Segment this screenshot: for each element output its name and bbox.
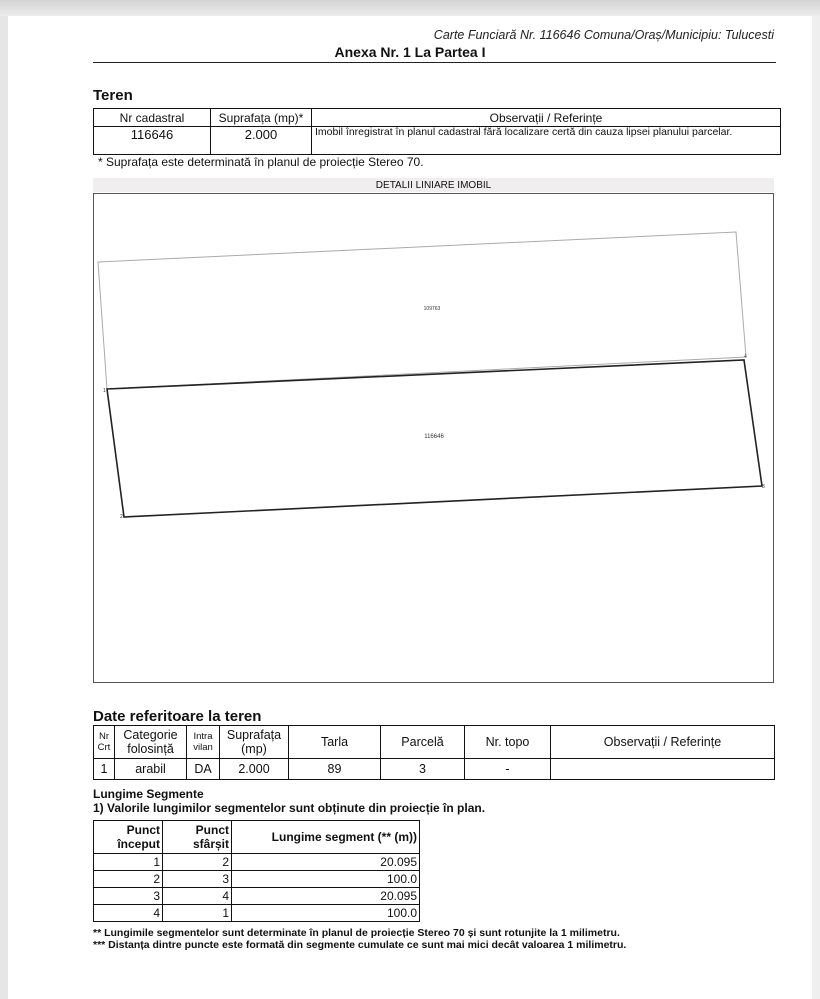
parcel-label: 116646	[424, 434, 444, 440]
segment-length-table	[93, 820, 420, 922]
parcel-plan	[93, 193, 774, 683]
seg-start: 4	[94, 905, 163, 922]
table-row	[94, 854, 420, 871]
col-suprafata-mp: Suprafața (mp)	[220, 726, 289, 759]
seg-end: 1	[163, 905, 232, 922]
col-punct-sfarsit: Punct sfârșit	[163, 821, 232, 854]
cell-intravilan: DA	[187, 759, 220, 780]
viewer-top-strip	[0, 0, 820, 16]
header-divider	[93, 62, 776, 63]
col-punct-inceput: Punct început	[94, 821, 163, 854]
cell-nr-crt: 1	[94, 759, 115, 780]
point-4-label: 4	[744, 354, 747, 360]
table-row	[94, 871, 420, 888]
cell-nr-topo: -	[465, 759, 551, 780]
table-row	[94, 888, 420, 905]
cell-nr-cadastral: 116646	[94, 127, 211, 155]
teren-footnote: * Suprafața este determinată în planul de proiecție Stereo 70.	[98, 155, 424, 169]
lungime-title: Lungime Segmente	[93, 787, 204, 801]
col-tarla: Tarla	[289, 726, 381, 759]
lungime-subtitle: 1) Valorile lungimilor segmentelor sunt obținute din proiecție în plan.	[93, 801, 486, 815]
cell-categorie: arabil	[115, 759, 187, 780]
cell-parcela: 3	[381, 759, 465, 780]
seg-length: 100.0	[232, 871, 420, 888]
point-3-label: 3	[762, 484, 765, 490]
col-categorie: Categorie folosință	[115, 726, 187, 759]
teren-section-title: Teren	[93, 87, 133, 104]
date-teren-title: Date referitoare la teren	[93, 708, 262, 725]
table-row	[94, 905, 420, 922]
carte-header: Carte Funciară Nr. 116646 Comuna/Oraș/Municipiu: Tulucesti	[433, 28, 774, 42]
teren-table	[93, 108, 781, 155]
seg-length: 100.0	[232, 905, 420, 922]
seg-length: 20.095	[232, 888, 420, 905]
seg-start: 3	[94, 888, 163, 905]
cell-suprafata-mp: 2.000	[220, 759, 289, 780]
col-intravilan: Intra vilan	[187, 726, 220, 759]
point-1-label: 1	[103, 388, 106, 394]
col-observatii: Observații / Referințe	[312, 109, 781, 127]
segment-footnotes	[93, 927, 626, 951]
point-2-label: 2	[120, 514, 123, 520]
cell-observatii: Imobil înregistrat în planul cadastral fără localizare certă din cauza lipsei planului parcelar.	[312, 127, 781, 155]
seg-end: 4	[163, 888, 232, 905]
seg-length: 20.095	[232, 854, 420, 871]
col-suprafata: Suprafața (mp)*	[211, 109, 312, 127]
neighbor-label: 109763	[423, 306, 441, 312]
col-lungime-segment: Lungime segment (** (m))	[232, 821, 420, 854]
neighbor-parcel-outline	[98, 232, 746, 389]
annex-title: Anexa Nr. 1 La Partea I	[334, 44, 486, 60]
col-nr-crt: Nr Crt	[94, 726, 115, 759]
seg-end: 3	[163, 871, 232, 888]
date-teren-table	[93, 725, 775, 780]
cell-observatii-referinte	[551, 759, 775, 780]
col-parcela: Parcelă	[381, 726, 465, 759]
col-observatii-referinte: Observații / Referințe	[551, 726, 775, 759]
plan-title-bar: DETALII LINIARE IMOBIL	[93, 178, 774, 192]
segment-note-2: *** Distanța dintre puncte este formată din segmente cumulate ce sunt mai mici decât valoarea 1 milimetru.	[93, 939, 627, 951]
cell-suprafata: 2.000	[211, 127, 312, 155]
segment-note-1: ** Lungimile segmentelor sunt determinate în planul de proiecție Stereo 70 și sunt rotunjite la 1 milimetru.	[93, 927, 620, 939]
cell-tarla: 89	[289, 759, 381, 780]
lungime-heading	[93, 787, 485, 815]
seg-end: 2	[163, 854, 232, 871]
page-edge	[812, 16, 820, 999]
seg-start: 2	[94, 871, 163, 888]
col-nr-cadastral: Nr cadastral	[94, 109, 211, 127]
col-nr-topo: Nr. topo	[465, 726, 551, 759]
seg-start: 1	[94, 854, 163, 871]
